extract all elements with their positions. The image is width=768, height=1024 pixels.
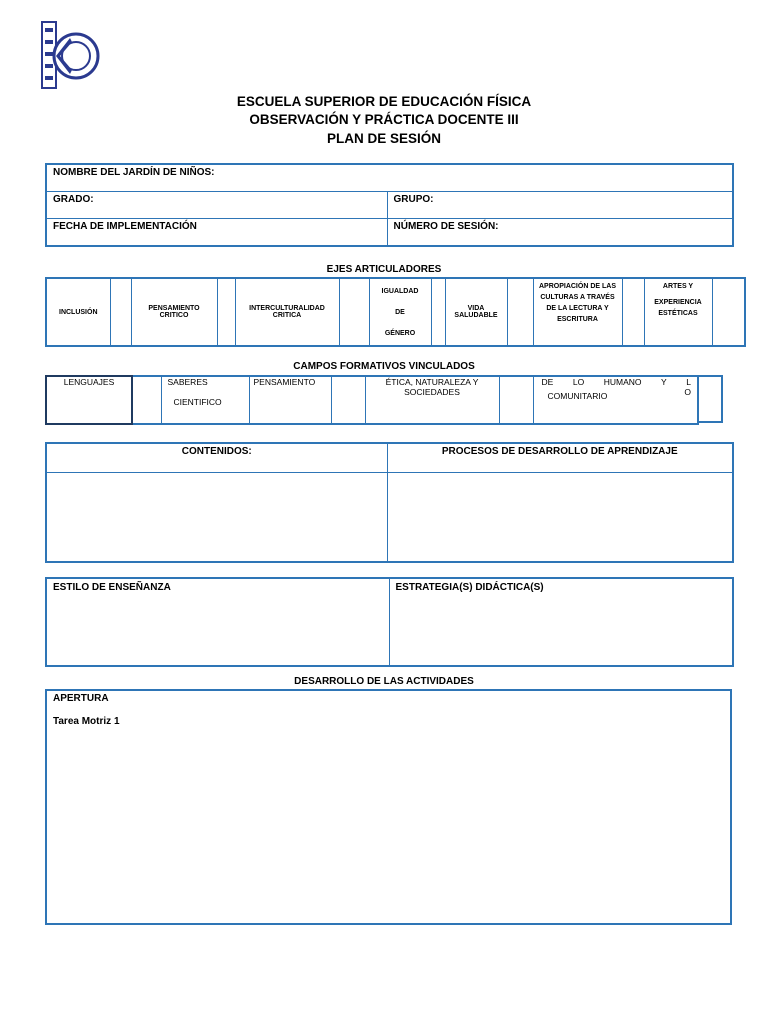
estilo-ensenanza-label: ESTILO DE ENSEÑANZA <box>53 582 171 593</box>
eje-inclusion: INCLUSIÓN <box>46 278 110 346</box>
campos-title: CAMPOS FORMATIVOS VINCULADOS <box>293 361 475 372</box>
campo-lenguajes-check[interactable] <box>132 376 161 424</box>
procesos-input[interactable] <box>387 473 733 563</box>
grupo-field[interactable] <box>387 192 733 219</box>
grado-label: GRADO: <box>53 194 94 205</box>
estilo-table <box>45 577 734 667</box>
numero-sesion-field[interactable] <box>387 219 733 247</box>
estrategia-label: ESTRATEGIA(S) DIDÁCTICA(S) <box>395 582 544 593</box>
nombre-label: NOMBRE DEL JARDÍN DE NIÑOS: <box>53 167 215 178</box>
campo-etica-check[interactable] <box>499 376 533 424</box>
estilo-ensenanza-field[interactable] <box>46 578 389 666</box>
eje-pensamiento-check[interactable] <box>217 278 235 346</box>
tarea-motriz-label: Tarea Motriz 1 <box>53 716 120 727</box>
eje-artes: ARTES Y EXPERIENCIA ESTÉTICAS <box>644 278 712 346</box>
eje-apropiacion: APROPIACIÓN DE LAS CULTURAS A TRAVÉS DE LA LECTURA Y ESCRITURA <box>533 278 622 346</box>
desarrollo-box[interactable] <box>45 689 732 925</box>
campo-humano-check[interactable] <box>697 375 723 423</box>
fecha-field[interactable] <box>46 219 387 247</box>
ejes-table <box>45 277 746 347</box>
school-logo <box>40 18 102 100</box>
eje-apropiacion-check[interactable] <box>622 278 644 346</box>
nombre-field[interactable] <box>46 164 733 192</box>
fecha-label: FECHA DE IMPLEMENTACIÓN <box>53 221 197 232</box>
course-title: OBSERVACIÓN Y PRÁCTICA DOCENTE III <box>249 112 519 127</box>
desarrollo-title: DESARROLLO DE LAS ACTIVIDADES <box>294 676 474 687</box>
eje-interculturalidad: INTERCULTURALIDAD CRITICA <box>235 278 339 346</box>
eje-vida-saludable-check[interactable] <box>507 278 533 346</box>
numero-sesion-label: NÚMERO DE SESIÓN: <box>393 221 499 232</box>
eje-inclusion-check[interactable] <box>110 278 131 346</box>
procesos-header: PROCESOS DE DESARROLLO DE APRENDIZAJE <box>387 443 733 473</box>
eje-interculturalidad-check[interactable] <box>339 278 369 346</box>
plan-title: PLAN DE SESIÓN <box>326 131 442 146</box>
estrategia-field[interactable] <box>389 578 733 666</box>
grado-field[interactable] <box>46 192 387 219</box>
eje-artes-check[interactable] <box>712 278 745 346</box>
contenidos-header: CONTENIDOS: <box>46 443 387 473</box>
eje-vida-saludable: VIDA SALUDABLE <box>445 278 507 346</box>
info-table <box>45 163 734 247</box>
campo-lenguajes: LENGUAJES <box>46 376 132 424</box>
apertura-label: APERTURA <box>53 693 109 704</box>
contenidos-table <box>45 442 734 563</box>
campo-pensamiento-check[interactable] <box>331 376 365 424</box>
campo-etica: ÉTICA, NATURALEZA Y SOCIEDADES <box>365 376 499 424</box>
eje-igualdad: IGUALDAD DE GÉNERO <box>369 278 431 346</box>
campo-humano: DE LO HUMANO Y L COMUNITARIO O <box>533 376 698 424</box>
ejes-title: EJES ARTICULADORES <box>326 264 442 275</box>
eje-igualdad-check[interactable] <box>431 278 445 346</box>
eje-pensamiento: PENSAMIENTO CRITICO <box>131 278 217 346</box>
school-title: ESCUELA SUPERIOR DE EDUCACIÓN FÍSICA <box>236 94 532 109</box>
contenidos-input[interactable] <box>46 473 387 563</box>
campo-saberes: SABERES CIENTIFICO <box>161 376 249 424</box>
campo-pensamiento: PENSAMIENTO <box>249 376 331 424</box>
campos-table <box>45 375 699 425</box>
grupo-label: GRUPO: <box>393 194 434 205</box>
